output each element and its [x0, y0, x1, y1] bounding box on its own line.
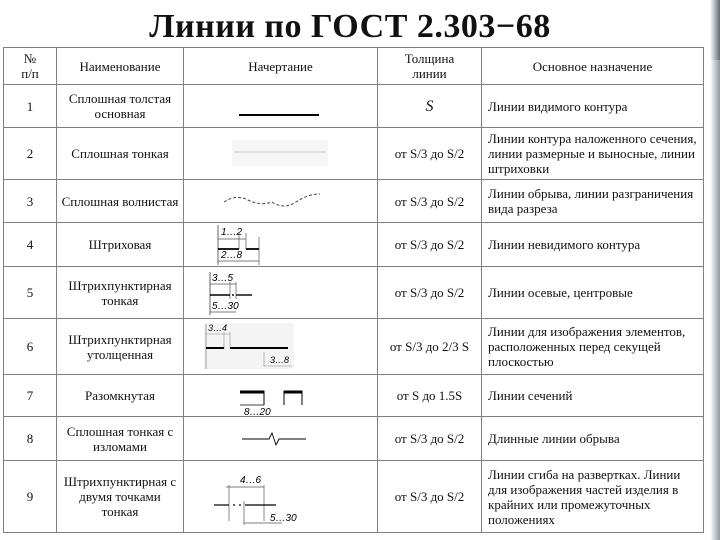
header-num-text: № п/п: [21, 51, 39, 81]
row-purpose: Линии обрыва, линии разграничения вида разреза: [482, 180, 704, 223]
table-header-row: [4, 48, 704, 85]
row-purpose: Линии видимого контура: [482, 85, 704, 128]
solid-thick-line-drawing: [184, 85, 378, 127]
row-name: Сплошная волнистая: [57, 180, 184, 223]
row-drawing-solid-thick: [184, 85, 378, 128]
row-thickness: от S/3 до S/2: [378, 128, 482, 180]
row-num: 2: [4, 128, 57, 180]
row-drawing-dashed: [184, 223, 378, 267]
row-purpose: Линии сгиба на развертках. Линии для изображения частей изделия в крайних или промежуточных положениях: [482, 461, 704, 533]
row-purpose: Линии для изображения элементов, расположенных перед секущей плоскостью: [482, 319, 704, 375]
row-thickness: от S/3 до S/2: [378, 180, 482, 223]
row-thickness: S: [378, 85, 482, 128]
row-name: Штриховая: [57, 223, 184, 267]
dashdot-thin-line-drawing: [184, 267, 378, 318]
row-num: 3: [4, 180, 57, 223]
row-purpose: Линии осевые, центровые: [482, 267, 704, 319]
row-thickness: от S/3 до S/2: [378, 223, 482, 267]
table-row: [4, 417, 704, 461]
dash-gap-label: 1…2: [221, 227, 243, 238]
table-row: [4, 375, 704, 417]
row-name: Разомкнутая: [57, 375, 184, 417]
row-purpose: Линии невидимого контура: [482, 223, 704, 267]
header-purpose: [482, 48, 704, 85]
row-drawing-zigzag: [184, 417, 378, 461]
table-row: [4, 461, 704, 533]
open-length-label: 8…20: [244, 407, 271, 416]
row-name: Сплошная тонкая: [57, 128, 184, 180]
table-row: [4, 267, 704, 319]
row-thickness: от S/3 до S/2: [378, 417, 482, 461]
header-drawing: [184, 48, 378, 85]
dashdot-thick-line-drawing: [184, 319, 378, 374]
header-thickness: [378, 48, 482, 85]
row-thickness: от S/3 до 2/3 S: [378, 319, 482, 375]
table-row: [4, 128, 704, 180]
dashdot-length-label: 5…30: [212, 301, 239, 312]
row-name: Сплошная тонкая с изломами: [57, 417, 184, 461]
row-purpose: Линии сечений: [482, 375, 704, 417]
dash-length-label: 2…8: [221, 250, 243, 261]
row-drawing-open: [184, 375, 378, 417]
table-row: [4, 180, 704, 223]
row-purpose: Линии контура наложенного сечения, линии размерные и выносные, линии штриховки: [482, 128, 704, 180]
row-num: 8: [4, 417, 57, 461]
dashdot-thick-gap-label: 3…4: [208, 323, 228, 333]
header-num: [4, 48, 57, 85]
row-num: 5: [4, 267, 57, 319]
row-num: 7: [4, 375, 57, 417]
table-row: [4, 223, 704, 267]
gost-lines-table: [3, 47, 704, 533]
row-name: Штрихпунктирная утолщенная: [57, 319, 184, 375]
row-drawing-dashdot-two-dots: [184, 461, 378, 533]
row-purpose: Длинные линии обрыва: [482, 417, 704, 461]
row-thickness: от S до 1.5S: [378, 375, 482, 417]
row-num: 4: [4, 223, 57, 267]
two-dots-gap-label: 4…6: [240, 475, 262, 486]
row-drawing-solid-thin: [184, 128, 378, 180]
header-drawing-text: Начертание: [248, 58, 313, 74]
header-thickness-text: Толщина линии: [404, 51, 455, 81]
dashdot-two-dots-line-drawing: [184, 461, 378, 532]
row-num: 6: [4, 319, 57, 375]
page-title: Линии по ГОСТ 2.303−68: [149, 8, 551, 45]
table-row: [4, 319, 704, 375]
right-edge-shade: [710, 0, 720, 540]
dashed-line-drawing: [184, 223, 378, 266]
solid-thin-line-drawing: [184, 128, 378, 179]
open-line-drawing: [184, 375, 378, 416]
row-name: Штрихпунктирная с двумя точками тонкая: [57, 461, 184, 533]
right-edge-shade-top: [710, 0, 720, 60]
table-row: [4, 85, 704, 128]
row-num: 1: [4, 85, 57, 128]
zigzag-line-drawing: [184, 417, 378, 460]
row-drawing-dashdot-thin: [184, 267, 378, 319]
dashdot-thick-length-label: 3…8: [270, 355, 290, 365]
header-name-text: Наименование: [79, 58, 161, 74]
row-num: 9: [4, 461, 57, 533]
two-dots-length-label: 5…30: [270, 513, 297, 524]
row-drawing-wavy: [184, 180, 378, 223]
header-purpose-text: Основное назначение: [532, 58, 653, 74]
row-drawing-dashdot-thick: [184, 319, 378, 375]
row-thickness: от S/3 до S/2: [378, 461, 482, 533]
dashdot-gap-label: 3…5: [212, 273, 234, 284]
wavy-line-drawing: [184, 180, 378, 222]
row-thickness: от S/3 до S/2: [378, 267, 482, 319]
header-name: [57, 48, 184, 85]
row-name: Штрихпунктирная тонкая: [57, 267, 184, 319]
row-name: Сплошная толстая основная: [57, 85, 184, 128]
